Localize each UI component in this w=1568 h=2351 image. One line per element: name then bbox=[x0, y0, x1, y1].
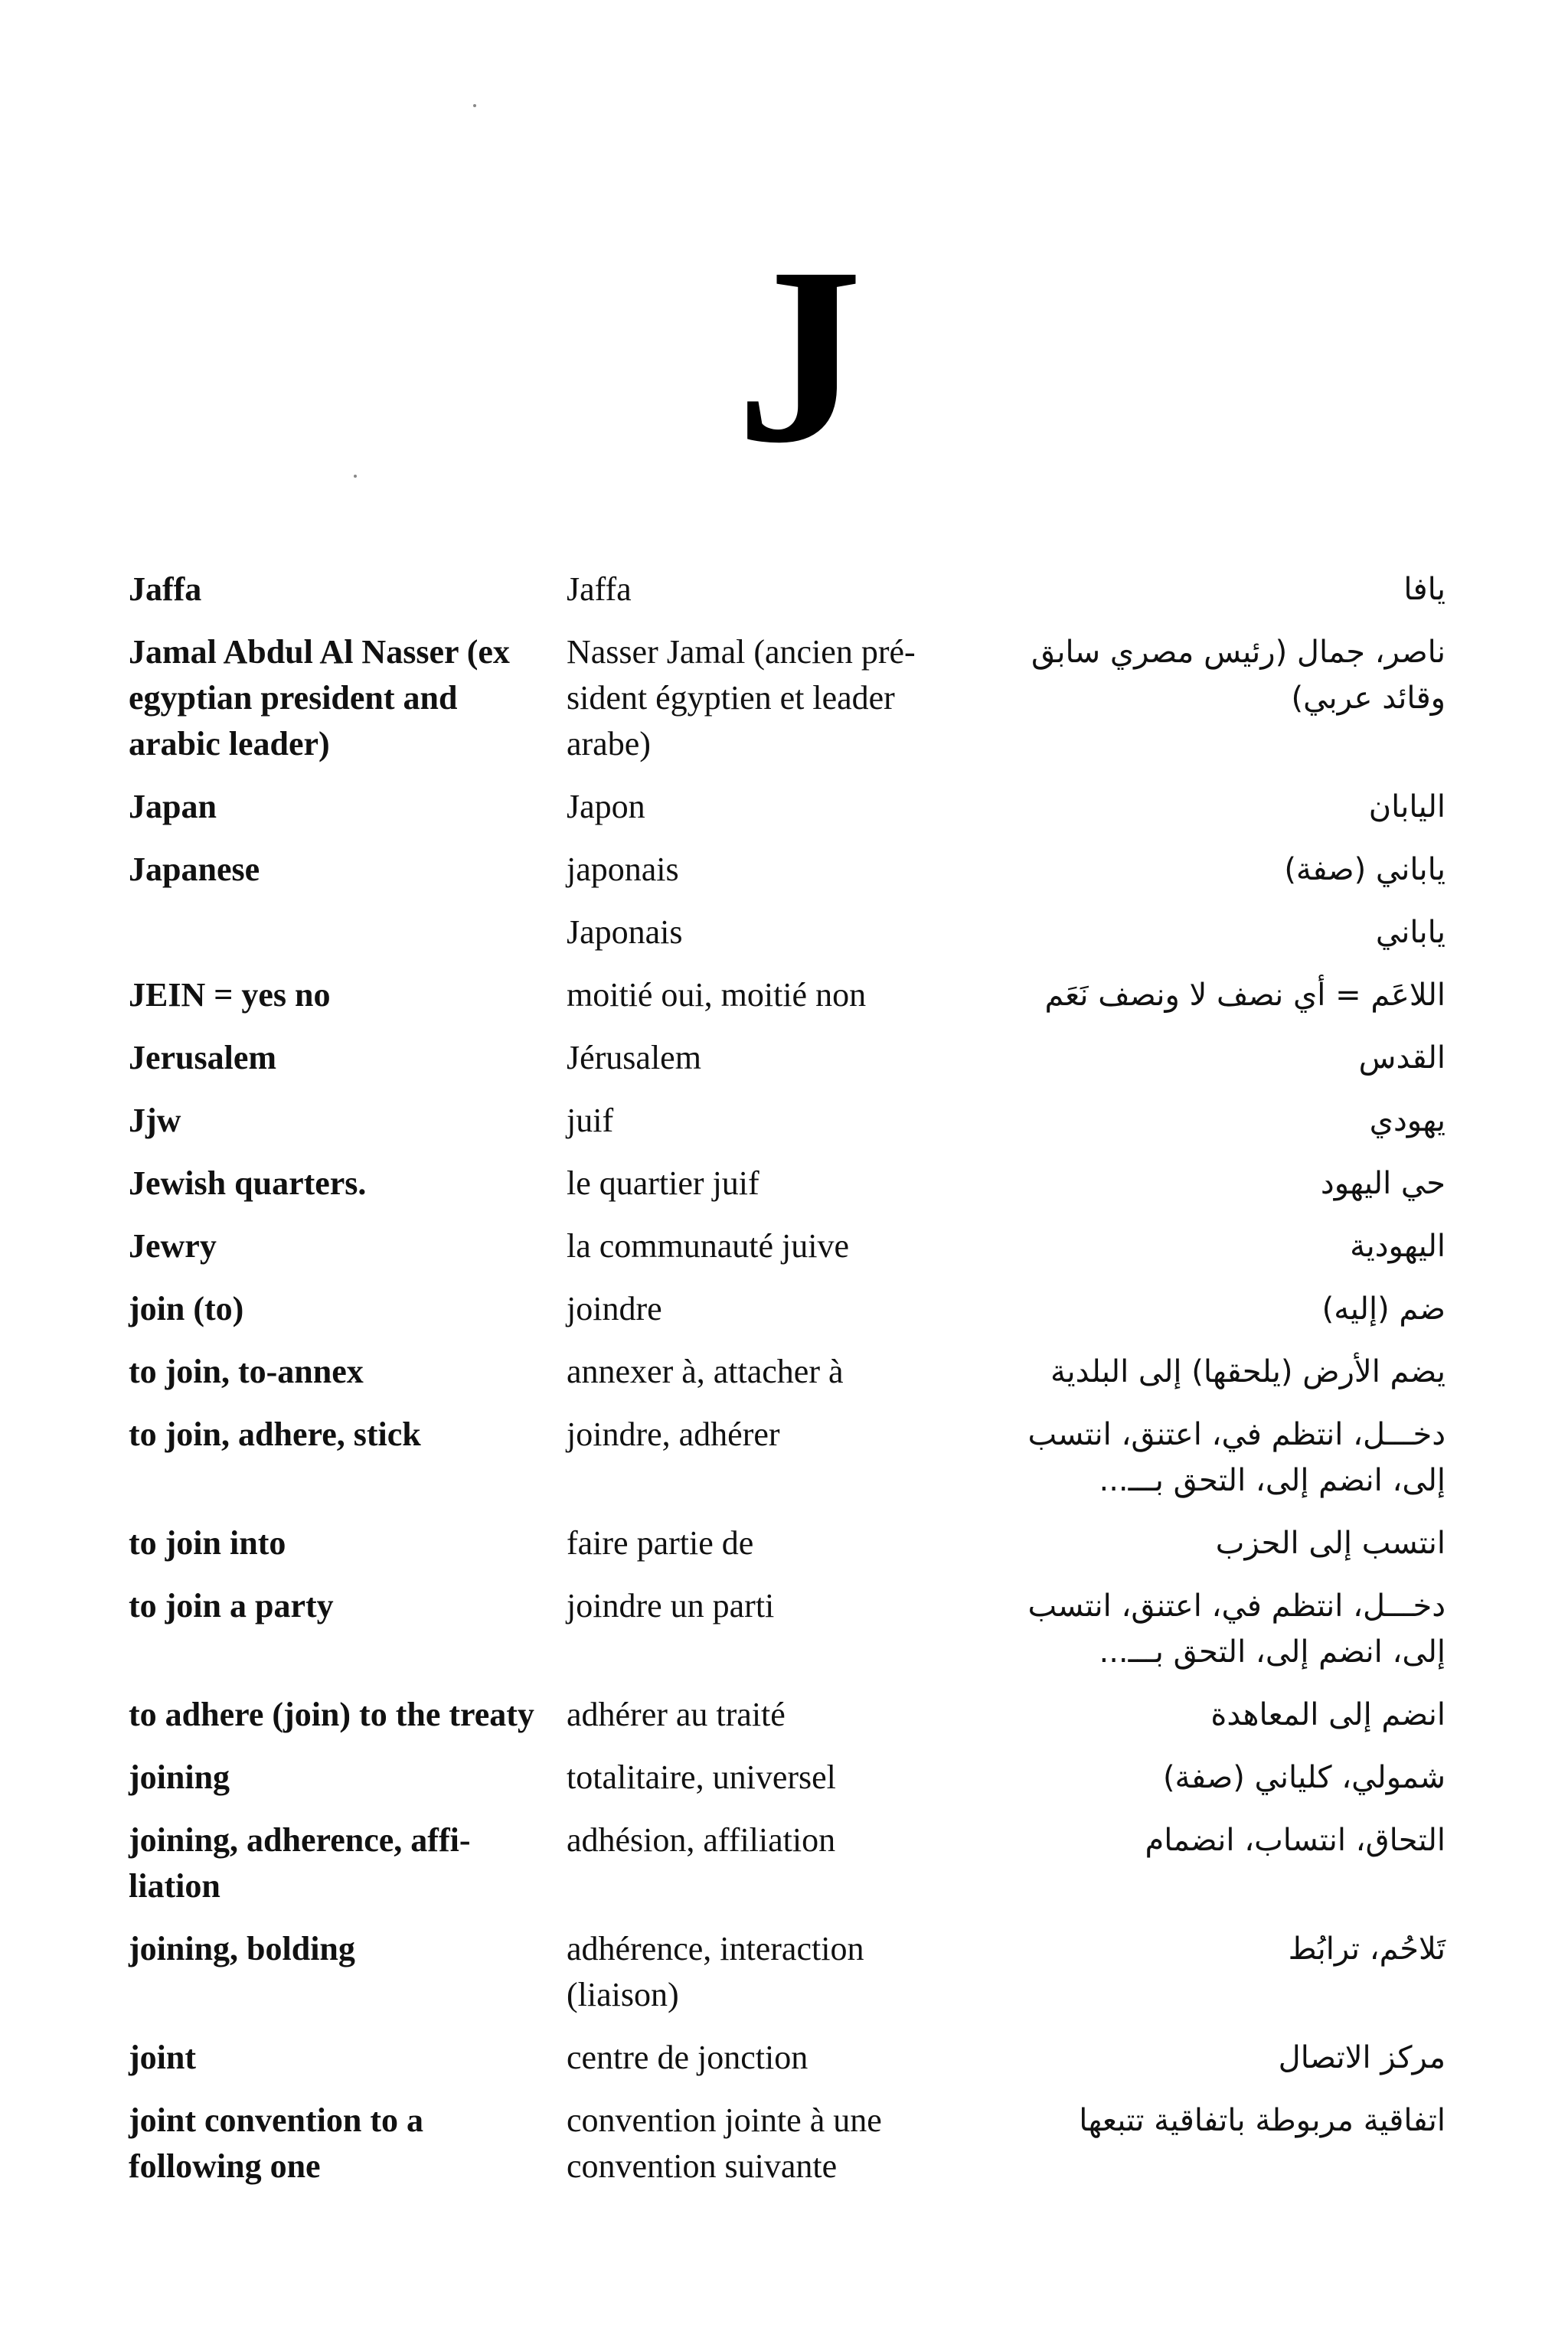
english-term: to adhere (join) to the treaty bbox=[129, 1696, 534, 1733]
french-term: joindre un parti bbox=[567, 1587, 775, 1624]
english-term: to join a party bbox=[129, 1587, 334, 1624]
french-term: le quartier juif bbox=[567, 1164, 760, 1202]
arabic-term: ياباني bbox=[1375, 915, 1446, 950]
arabic-term: تَلاحُم، ترابُط bbox=[1288, 1931, 1446, 1967]
french-term: convention jointe à une convention suivante bbox=[567, 2101, 882, 2185]
english-term: Jjw bbox=[129, 1102, 181, 1139]
english-term bbox=[129, 909, 557, 955]
english-term: Jerusalem bbox=[129, 1039, 277, 1076]
entry-row bbox=[129, 1349, 1446, 1395]
arabic-term: مركز الاتصال bbox=[1278, 2040, 1446, 2075]
arabic-term: اليهودية bbox=[1350, 1229, 1446, 1264]
english-term: joining bbox=[129, 1758, 230, 1796]
french-term: totalitaire, universel bbox=[567, 1758, 836, 1796]
english-term: Japanese bbox=[129, 851, 260, 888]
english-term: JEIN = yes no bbox=[129, 976, 331, 1014]
entry-row bbox=[129, 1412, 1446, 1504]
english-term: Jewish quarters. bbox=[129, 1164, 367, 1202]
arabic-term: حي اليهود bbox=[1320, 1166, 1446, 1201]
english-term: to join into bbox=[129, 1524, 286, 1562]
french-term: Jaffa bbox=[567, 570, 632, 608]
entry-row bbox=[129, 2098, 1446, 2189]
entry-row bbox=[129, 909, 1446, 955]
entry-row bbox=[129, 1817, 1446, 1909]
french-term: adhérer au traité bbox=[567, 1696, 786, 1733]
entry-row bbox=[129, 784, 1446, 830]
entry-list bbox=[129, 567, 1446, 2206]
arabic-term: القدس bbox=[1358, 1040, 1446, 1076]
entry-row bbox=[129, 1098, 1446, 1144]
french-term: juif bbox=[567, 1102, 614, 1139]
english-term: join (to) bbox=[129, 1290, 244, 1327]
arabic-term: اليابان bbox=[1368, 789, 1446, 824]
arabic-term: دخـــل، انتظم في، اعتنق، انتسب إلى، انضم إلى، التحق بـــ... bbox=[1027, 1589, 1446, 1670]
french-term: la communauté juive bbox=[567, 1227, 849, 1265]
entry-row bbox=[129, 1035, 1446, 1081]
entry-row bbox=[129, 1520, 1446, 1566]
french-term: Japon bbox=[567, 788, 645, 825]
english-term: joining, bolding bbox=[129, 1930, 355, 1967]
entry-row bbox=[129, 847, 1446, 893]
entry-row bbox=[129, 1926, 1446, 2018]
section-letter-heading: J bbox=[736, 216, 863, 495]
french-term: centre de jonction bbox=[567, 2039, 808, 2076]
arabic-term: شمولي، كلياني (صفة) bbox=[1162, 1760, 1446, 1795]
english-term: Jaffa bbox=[129, 570, 202, 608]
arabic-term: ضم (إليه) bbox=[1321, 1291, 1446, 1327]
arabic-term: يضم الأرض (يلحقها) إلى البلدية bbox=[1050, 1354, 1446, 1389]
english-term: Japan bbox=[129, 788, 217, 825]
entry-row bbox=[129, 1755, 1446, 1801]
french-term: adhésion, affiliation bbox=[567, 1821, 836, 1859]
arabic-term: ناصر، جمال (رئيس مصري سابق وقائد عربي) bbox=[1031, 635, 1446, 716]
arabic-term: التحاق، انتساب، انضمام bbox=[1145, 1823, 1446, 1858]
arabic-term: اللاعَم = أي نصف لا ونصف نَعَم bbox=[1044, 978, 1446, 1013]
scan-speck bbox=[473, 104, 476, 107]
french-term: Jérusalem bbox=[567, 1039, 701, 1076]
english-term: joining, adherence, affi-liation bbox=[129, 1821, 471, 1905]
english-term: joint convention to a following one bbox=[129, 2101, 423, 2185]
english-term: to join, adhere, stick bbox=[129, 1415, 421, 1453]
entry-row bbox=[129, 1286, 1446, 1332]
entry-row bbox=[129, 567, 1446, 612]
entry-row bbox=[129, 1161, 1446, 1207]
french-term: Japonais bbox=[567, 913, 683, 951]
english-term: Jewry bbox=[129, 1227, 217, 1265]
entry-row bbox=[129, 2035, 1446, 2081]
french-term: japonais bbox=[567, 851, 679, 888]
french-term: Nasser Jamal (ancien pré-sident égyptien et leader arabe) bbox=[567, 633, 916, 762]
entry-row bbox=[129, 1583, 1446, 1675]
arabic-term: يهودي bbox=[1369, 1103, 1446, 1138]
french-term: annexer à, attacher à bbox=[567, 1353, 844, 1390]
entry-row bbox=[129, 1223, 1446, 1269]
arabic-term: اتفاقية مربوطة باتفاقية تتبعها bbox=[1079, 2103, 1446, 2138]
english-term: Jamal Abdul Al Nasser (ex egyptian president and arabic leader) bbox=[129, 633, 510, 762]
arabic-term: انتسب إلى الحزب bbox=[1215, 1526, 1446, 1561]
entry-row bbox=[129, 972, 1446, 1018]
arabic-term: يافا bbox=[1403, 572, 1446, 607]
arabic-term: دخـــل، انتظم في، اعتنق، انتسب إلى، انضم إلى، التحق بـــ... bbox=[1027, 1417, 1446, 1498]
french-term: adhérence, interaction (liaison) bbox=[567, 1930, 864, 2013]
french-term: moitié oui, moitié non bbox=[567, 976, 867, 1014]
arabic-term: ياباني (صفة) bbox=[1284, 852, 1446, 887]
english-term: to join, to-annex bbox=[129, 1353, 364, 1390]
arabic-term: انضم إلى المعاهدة bbox=[1210, 1697, 1446, 1732]
entry-row bbox=[129, 629, 1446, 767]
french-term: joindre bbox=[567, 1290, 662, 1327]
french-term: joindre, adhérer bbox=[567, 1415, 780, 1453]
french-term: faire partie de bbox=[567, 1524, 754, 1562]
english-term: joint bbox=[129, 2039, 196, 2076]
entry-row bbox=[129, 1692, 1446, 1738]
